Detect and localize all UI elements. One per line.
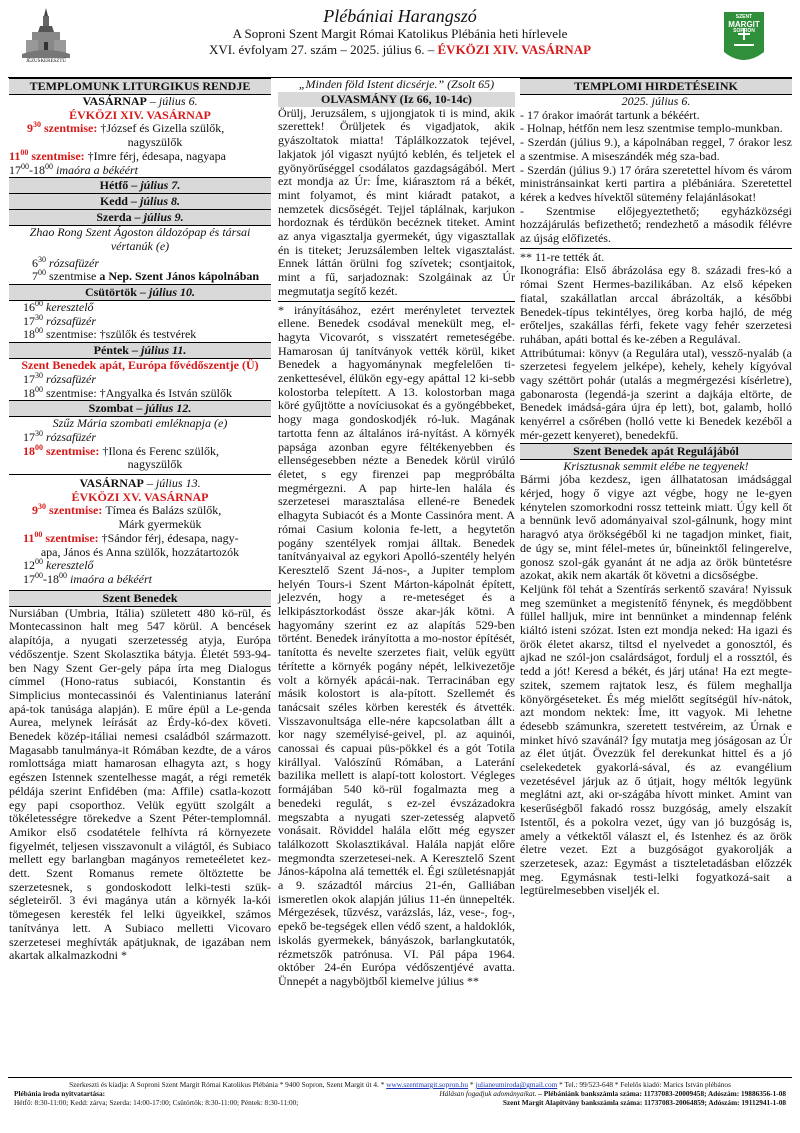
office-hours-label: Plébánia iroda nyitvatartása: <box>14 1089 106 1098</box>
mass-label: szentmise: <box>28 148 88 163</box>
time-h: 11 <box>9 148 21 163</box>
announcements-date: 2025. július 6. <box>621 94 691 108</box>
saturday-rosary <box>9 428 271 445</box>
announcement-item: - Szentmise előjegyeztethető; egyházközségi hozzájárulás befizethető; rendezhető a második félévre az újság előfizetés. <box>520 203 792 246</box>
sunday-feast: ÉVKÖZI XIV. VASÁRNAP <box>69 107 211 122</box>
mass-label: szentmise: <box>46 503 106 518</box>
logo-right-line3: SOPRON <box>733 28 755 34</box>
time-h: 12 <box>23 558 35 573</box>
footer-rule <box>8 1077 792 1078</box>
time-m: 30 <box>38 254 46 264</box>
liturgy-column <box>9 78 271 963</box>
announcements-header: TEMPLOMI HIRDETÉSEINK <box>520 78 792 95</box>
time-h: 18 <box>23 385 35 400</box>
parish-logo <box>722 10 766 68</box>
time-h: 18 <box>23 327 35 342</box>
time-h: 17 <box>9 162 21 177</box>
time-m: 00 <box>35 326 43 336</box>
sunday2-mass-2 <box>9 529 271 546</box>
parish-account: – Plébániánk bankszámla száma: 11737083-20009458; Adószám: 19886356-1-08 <box>536 1089 786 1098</box>
sunday-heading <box>9 95 271 109</box>
prayer-text: imaóra a békéért <box>67 571 152 586</box>
time-h: -18 <box>29 162 45 177</box>
mass-intention: †József és Gizella szülők, <box>100 121 225 136</box>
mass-label: szentmise: <box>42 530 102 545</box>
time-h: 17 <box>23 313 35 328</box>
mass-intention: Tímea és Balázs szülők, <box>105 503 222 518</box>
time-m: 30 <box>35 428 43 438</box>
masthead <box>0 0 800 76</box>
event-text: szentmise: †Angyalka és István szülők <box>43 385 232 400</box>
sunday-prayer <box>9 161 271 178</box>
continuation-note: ** 11-re tették át. <box>520 249 605 264</box>
time-h: 9 <box>32 503 38 518</box>
wednesday-heading <box>9 210 271 226</box>
day-label: Csütörtök <box>84 285 137 300</box>
day-date: – július 8. <box>127 194 181 209</box>
sunday2-mass-1 <box>9 504 271 518</box>
time-m: 00 <box>35 299 43 309</box>
time-m: 30 <box>33 120 41 130</box>
bank-info <box>439 1089 786 1098</box>
event-text: rózsafüzér <box>46 255 100 270</box>
thursday-heading <box>9 284 271 301</box>
monday-heading <box>9 177 271 194</box>
psalm-motto: „Minden föld Istent dicsérje.” (Zsolt 65) <box>298 77 495 91</box>
regula-paragraph-1: Bármi jóba kezdesz, igen állhatatosan imádsággal kérjed, hogy ő vigye azt végbe, hogy ne le-gyen kénytelen szomorkodni rossz tetteink miatt. Úgy kell őt a bennünk levő adományaival szol-gálnunk, hogy mint haragvó atya örökségéből ki ne tagadjon minket, fiait, de úgy se, mint félel-metes úr, bűneinktől felingerelve, gonosz szol-gák gyanánt át ne adja az örök büntetésre azokat, akik nem akarták őt követni a dicsőségbe. <box>520 472 792 583</box>
issue-info: XVI. évfolyam 27. szám – 2025. július 6. – <box>208 42 438 57</box>
day-label: Szombat <box>88 401 134 416</box>
event-text: szentmise: †szülők és testvérek <box>43 327 197 342</box>
time-m: 00 <box>35 570 43 580</box>
separator: * <box>468 1080 476 1089</box>
time-h: 17 <box>23 429 35 444</box>
saturday-mass <box>9 442 271 459</box>
day-label: Kedd <box>99 194 128 209</box>
time-h: 9 <box>27 121 33 136</box>
time-m: 00 <box>21 161 29 171</box>
mass-intention: †Sándor férj, édesapa, nagy- <box>101 530 239 545</box>
contact-text: * Tel.: 99/523-648 * Felelős kiadó: Marics István plébános <box>557 1080 731 1089</box>
sunday-date: – július 6. <box>146 94 198 108</box>
liturgy-header: TEMPLOMUNK LITURGIKUS RENDJE <box>9 78 271 95</box>
logo-right-text <box>722 14 766 35</box>
tuesday-heading <box>9 194 271 210</box>
attributes-text: Attribútumai: könyv (a Regulára utal), vessző-nyaláb (a szerzetesi fegyelem jelképe), kehely, kehely kígyóval vagy széttört pohár (utalás a megmérgezési kísérletre), gabonarosta (legendá-ja szerint a dajkája eltörte, de Benedek imádsá-gára újra ép lett), bot, galamb, holló kenyérrel a csőrében (holló vette ki Benedek kezéből a mér-gezett kenyeret), benedekfű. <box>520 345 792 442</box>
mass-intention-cont: nagyszülők <box>127 457 183 472</box>
time-h: 18 <box>23 443 35 458</box>
time-h: -18 <box>43 571 59 586</box>
publisher-text: Szerkeszti és kiadja: A Soproni Szent Margit Római Katolikus Plébánia * 9400 Sopron, Szent Margit út 4. * <box>69 1080 387 1089</box>
website-link[interactable]: www.szentmargit.sopron.hu <box>386 1080 469 1089</box>
announcement-item: - Szerdán (július 9.), a kápolnában reggel, 7 órakor lesz a szentmise. A miseszándék még sza-bad. <box>520 135 792 163</box>
email-link[interactable]: julianeumiroda@gmail.com <box>475 1080 558 1089</box>
mass-label: szentmise: <box>43 443 103 458</box>
donation-note: Hálásan fogadjuk adományaikat. <box>439 1089 537 1098</box>
event-text: rózsafüzér <box>43 371 97 386</box>
regula-motto: Krisztusnak semmit elébe ne tegyenek! <box>563 458 749 473</box>
thursday-mass <box>9 328 271 342</box>
time-m: 00 <box>59 570 67 580</box>
footer-line-3 <box>0 1098 800 1107</box>
announcement-item: - 17 órakor imaórát tartunk a békéért. <box>520 107 700 122</box>
event-text: keresztelő <box>43 558 94 573</box>
time-h: 17 <box>23 371 35 386</box>
mass-intention-cont: Márk gyermekük <box>118 517 202 532</box>
time-m: 00 <box>38 268 46 278</box>
day-label: Péntek <box>93 343 129 358</box>
day-date: – július 12. <box>133 401 192 416</box>
sunday-date: – július 13. <box>143 476 201 491</box>
prayer-text: imaóra a békéért <box>53 162 138 177</box>
announcements-column <box>520 78 792 898</box>
time-m: 00 <box>35 557 43 567</box>
time-m: 00 <box>34 529 43 539</box>
office-hours: Hétfő: 8:30-11:00; Kedd: zárva; Szerda: 14:00-17:00; Csütörtök: 8:30-11:00; Péntek: 8:30-11:00; <box>14 1098 299 1107</box>
logo-right-line1: SZENT <box>735 14 753 20</box>
time-h: 6 <box>32 255 38 270</box>
logo-right-line2: MARGIT <box>728 20 760 29</box>
benedek-continued: * irányításához, ezért merényletet terveztek ellene. Benedek csodával menekült meg, el-hagyta Vicovarót, s visszatért remeteségébe. Hamarosan új tanítványok vették körül, kiket Benedek a hagyománynak megfelelően ti-zenkettesével, élükön egy-egy apáttal 12 ki-sebb kolostorba telepített. A 13. kolostorban maga köré gyűjtötte a novíciusokat és a gyöngébbeket, hogy maga gondoskodjék ró-luk. Magának tartotta fenn az általános irá-nyítást. A környék papsága azonban egyre féltékenyebben és ellenségesebben nézte a Benedek körül virúló életet, s egy firenzei pap megpróbálta megmérgezni. A pap hirte-len halála és szerzetesei marasztalása ellené-re Benedek elhagyta Subiacót és a Monte Cassinóra ment. A római Casium kolonia fe-lett, a hegytetőn pogány szentélyek romjai álltak. Benedek tanítványaival az egykori Apolló-szentély helyén Keresztelő Szent Já-nos-, a Jupiter templom helyén Tours-i Szent Márton-kápolnát épített, jelezvén, hogy a re-meteséget és a lelkipásztorkodást össze akar-ják kötni. A hagyomány szerint ez az alapítás 529-ben történt. Benedek irányította a mo-nostor építését, tanította és nevelte szerzetes fiait, velük együtt térítette a környék pogány népét, lelkivezetője volt a környék apácái-nak. Terracinában egy másik kolostort is ala-pított. Szellemét és tanácsait széles körben keresték és átvették. Visszavonultsága elle-nére kapcsolatban állt a kor nagy személyisé-geivel, pl. az aquinói, canossai és capuai püs-pökkel és a gót Totila királlyal. Valószínű Rómában, a Laterání bazilika mellett is alapí-tott kolostort. Végleges formájában 540 kö-rül fogalmazta meg a benedeki regulát, s ez-zel évszázadokra megszabta a nyugati szer-zetesség alapvető vonásait. Röviddel halála előtt még egyszer találkozott Skolasztikával. Halála napját előre megmondta szerzetesei-nek. A Keresztelő Szent János-kápolna alá temették el. Égi születésnapját a 9. századtól március 21-én, Galliában ismeretlen okok alapján július 11-én ünnepelték. Mérgezések, tűzvész, varázslás, láz, vese-, fog-, epekő be-tegségek ellen védő szent, a haldoklók, iskolás gyermekek, bányászok, barlangkutatók, rézmetszők patrónusa. VI. Pál pápa 1964. október 24-én Európa védőszentjévé avatta. Ünnepét a nagyböjtből kiemelve július ** <box>278 302 515 988</box>
regula-paragraph-2: Keljünk föl tehát a Szentírás serkentő szavára! Nyissuk meg szemünket a megistenítő fénynek, és megdöbbent füllel halljuk, mire int bennünket a mindennap felénk kiáltó isteni szózat. Isten ezt mondja neked: Ha igazi és örök életet akarsz, tiltsd el nyelvedet a gonosztól, és ajkad ne szól-jon csalárdságot, fordulj el a rossztól, és tedd a jót! Keresd a békét, és járj utána! Ha ezt megte-szitek, szemem rajtatok lesz, és fülem meghallja könyörgéseteket. És még mielőtt segítségül hív-nátok, azt mondom nektek: Íme, itt vagyok. Mi lehetne édesebb számunkra, szeretett testvéreim, az Úrnak e minket hívó szavánál? Így mutatja meg jóságosan az Úr az élet útját. Övezzük fel derekunkat hittel és a jó cselekedetek gyakorlá-sával, és az evangélium vezetésével járjuk az ő útjait, hogy méltók legyünk meglátni azt, aki or-szágába hívott minket. Amint van keserűségből fakadó rossz buzgóság, amely elszakít Istentől, és a pokolra vezet, úgy van jó buzgóság is, amely a vétkektől választ el, és Istenhez és az örök életre vezet. Ezt a buzgóságot gyakorolják a szerzetesek, azaz: Egymást a tiszteletadásban előzzék meg. Egymásnak testi-lelki fogyatkozá-sait a legtürelmesebben viseljék el. <box>520 581 792 898</box>
mass-label: szentmise: <box>41 121 101 136</box>
day-date: – július 10. <box>136 285 196 300</box>
time-h: 16 <box>23 300 35 315</box>
time-h: 17 <box>23 571 35 586</box>
time-h: 11 <box>23 530 35 545</box>
time-m: 30 <box>35 312 43 322</box>
day-date: – július 9. <box>131 210 184 225</box>
sunday-label: VASÁRNAP <box>82 94 147 108</box>
sunday2-heading <box>9 477 271 491</box>
time-m: 00 <box>35 384 43 394</box>
footer <box>0 1080 800 1107</box>
friday-rosary <box>9 370 271 387</box>
foundation-account: Szent Margit Alapítvány bankszámla száma: 11737083-20064859; Adószám: 19112941-1-08 <box>502 1098 786 1107</box>
issue-line <box>0 42 800 58</box>
event-text: rózsafüzér <box>43 313 97 328</box>
friday-mass <box>9 384 271 401</box>
event-text: keresztelő <box>43 300 94 315</box>
announcement-item: - Szerdán (július 9.) 17 órára szeretettel hívom és várom ministránsainkat kerti partira a plébániára. Szeretettel kérek a kedves hívektől sütemény felajánlásokat! <box>520 162 792 204</box>
issue-feast: ÉVKÖZI XIV. VASÁRNAP <box>437 42 592 57</box>
iconography-text: Ikonográfia: Első ábrázolása egy 8. századi fres-kó a római Szent Hermes-bazilikában. Az első képeken fiatal, szakállatlan arccal ábrázolták, a későbbi Benedek-típus tekintélyes, öreg korba hajló, de még erőteljes, szakállas férfi, fekete vagy fehér szerzetesi ruhában, apáti bottal és ke-zében a Regulával. <box>520 263 792 346</box>
reading-header: OLVASMÁNY (Iz 66, 10-14c) <box>278 92 515 107</box>
time-m: 30 <box>35 370 43 380</box>
thursday-baptism <box>9 301 271 315</box>
reading-column <box>278 78 515 989</box>
sunday2-baptism <box>9 559 271 573</box>
announcement-item: - Holnap, hétfőn nem lesz szentmise templo-munkban. <box>520 121 783 136</box>
event-text: rózsafüzér <box>43 429 97 444</box>
sunday-label: VASÁRNAP <box>79 476 144 491</box>
benedek-text: Nursiában (Umbria, Itália) született 480 kö-rül, és Montecassinon halt meg 547 körül. A bencések alapítója, a nyugati szerzetesség atyja, Európa védőszentje. Szent Skolasztika bátyja. Életét 593-94-ben Nagy Szent Ger-gely pápa írta meg Dialogus címmel (Hono-ratus subiacói, Konstantin és Simplicius montecassinói és Valentinianus laterání apá-tok tanúsága alapján). E műre épül a Le-genda Aurea, melynek leírását az Érdy-kó-dex követi. Benedek közép-itáliai nemesi családból származott. Magasabb tanulmánya-it Rómában kezdte, de a város romlottsága miatt hamarosan elhagyta azt, s hogy egészen Istennek szentelhesse magát, a régi remeték példája szerint Enfidében (ma: Affile) csatla-kozott egy papi csoporthoz. Velük együtt szolgált a tökéletességre törekedve a Szent Péter-templomnál. Amikor első csodatétele felhívta rá környezete figyelmét, teljesen visszavonult a világtól, és Subiaco mellett egy barlangban magányos remeteéletet kez-dett. Szent Romanus remete öltöztette be szerzetesnek, s gondoskodott lelki-testi szük-ségleteiről. 3 évi magánya után a környék la-kói tömegesen keresték fel lelki ügyeikkel, számos tanítványa lett. A Subiaco melletti Vicovaro szerzetesei meghívták apátjuknak, de igazában nem akartak alkalmazkodni * <box>9 605 271 963</box>
mass-intention-cont: apa, János és Anna szülők, hozzátartozók <box>40 544 240 559</box>
mass-intention: †Imre férj, édesapa, nagyapa <box>87 148 226 163</box>
wednesday-mass <box>9 270 271 284</box>
sunday2-prayer <box>9 570 271 587</box>
newsletter-title: Plébániai Harangszó <box>323 6 477 26</box>
day-label: Szerda <box>96 210 132 225</box>
saturday-heading <box>9 400 271 417</box>
time-m: 00 <box>35 442 43 452</box>
logo-left-caption: JÉZUSKERESZTŰ <box>26 59 66 64</box>
friday-feast: Szent Benedek apát, Európa fővédőszentje (Ü) <box>21 358 259 373</box>
newsletter-subtitle: A Soproni Szent Margit Római Katolikus Plébánia heti hírlevele <box>232 26 568 41</box>
event-place: a Nep. Szent János kápolnában <box>99 269 260 284</box>
benedek-header: Szent Benedek <box>9 590 271 607</box>
footer-line-1 <box>0 1080 800 1089</box>
regula-header: Szent Benedek apát Regulájából <box>520 443 792 460</box>
reading-text: Örülj, Jeruzsálem, s ujjongjatok ti is mind, akik szerettek! Örüljetek és vigadjatok, akik gyászoltatok miatta! Táplálkozzatok tejével, lakjatok jól vigaszt nyújtó keblén, és teljetek el gyönyörűséggel csodálatos gazdagságából. Mert ezt mondja az Úr: Íme, kiárasztom rá a békét, mint folyamot, és mint kiáradt patakot, a nemzetek dicsőségét. Tejjel táplálnak, karjukon hordoznak és térdükön becéznek titeket. Amint az anya vigasztalja gyermekét, úgy vigasztallak én is titeket; Jeruzsálemben leltek vigasztalást. Ennek láttán örülni fog szívetek; csontjaitok, mint a fű, sarjadoznak: Szolgáinak az Úr megmutatja segítő kezét. <box>278 105 515 298</box>
wednesday-feast: Zhao Rong Szent Ágoston áldozópap és társai vértanúk (e) <box>29 225 251 253</box>
sunday2-feast: ÉVKÖZI XV. VASÁRNAP <box>71 489 209 504</box>
day-label: Hétfő <box>99 178 129 193</box>
time-h: 7 <box>32 269 38 284</box>
time-m: 30 <box>38 502 46 512</box>
day-date: – július 7. <box>128 178 181 193</box>
mass-intention: †Ilona és Ferenc szülők, <box>102 443 219 458</box>
event-text: szentmise <box>46 269 100 284</box>
mass-intention-cont: nagyszülők <box>127 135 183 150</box>
friday-heading <box>9 342 271 359</box>
sunday-mass-1 <box>9 122 271 136</box>
day-date: – július 11. <box>128 343 187 358</box>
saturday-feast: Szűz Mária szombati emléknapja (e) <box>52 416 228 431</box>
footer-line-2 <box>0 1089 800 1098</box>
time-m: 00 <box>20 147 29 157</box>
time-m: 00 <box>45 161 53 171</box>
